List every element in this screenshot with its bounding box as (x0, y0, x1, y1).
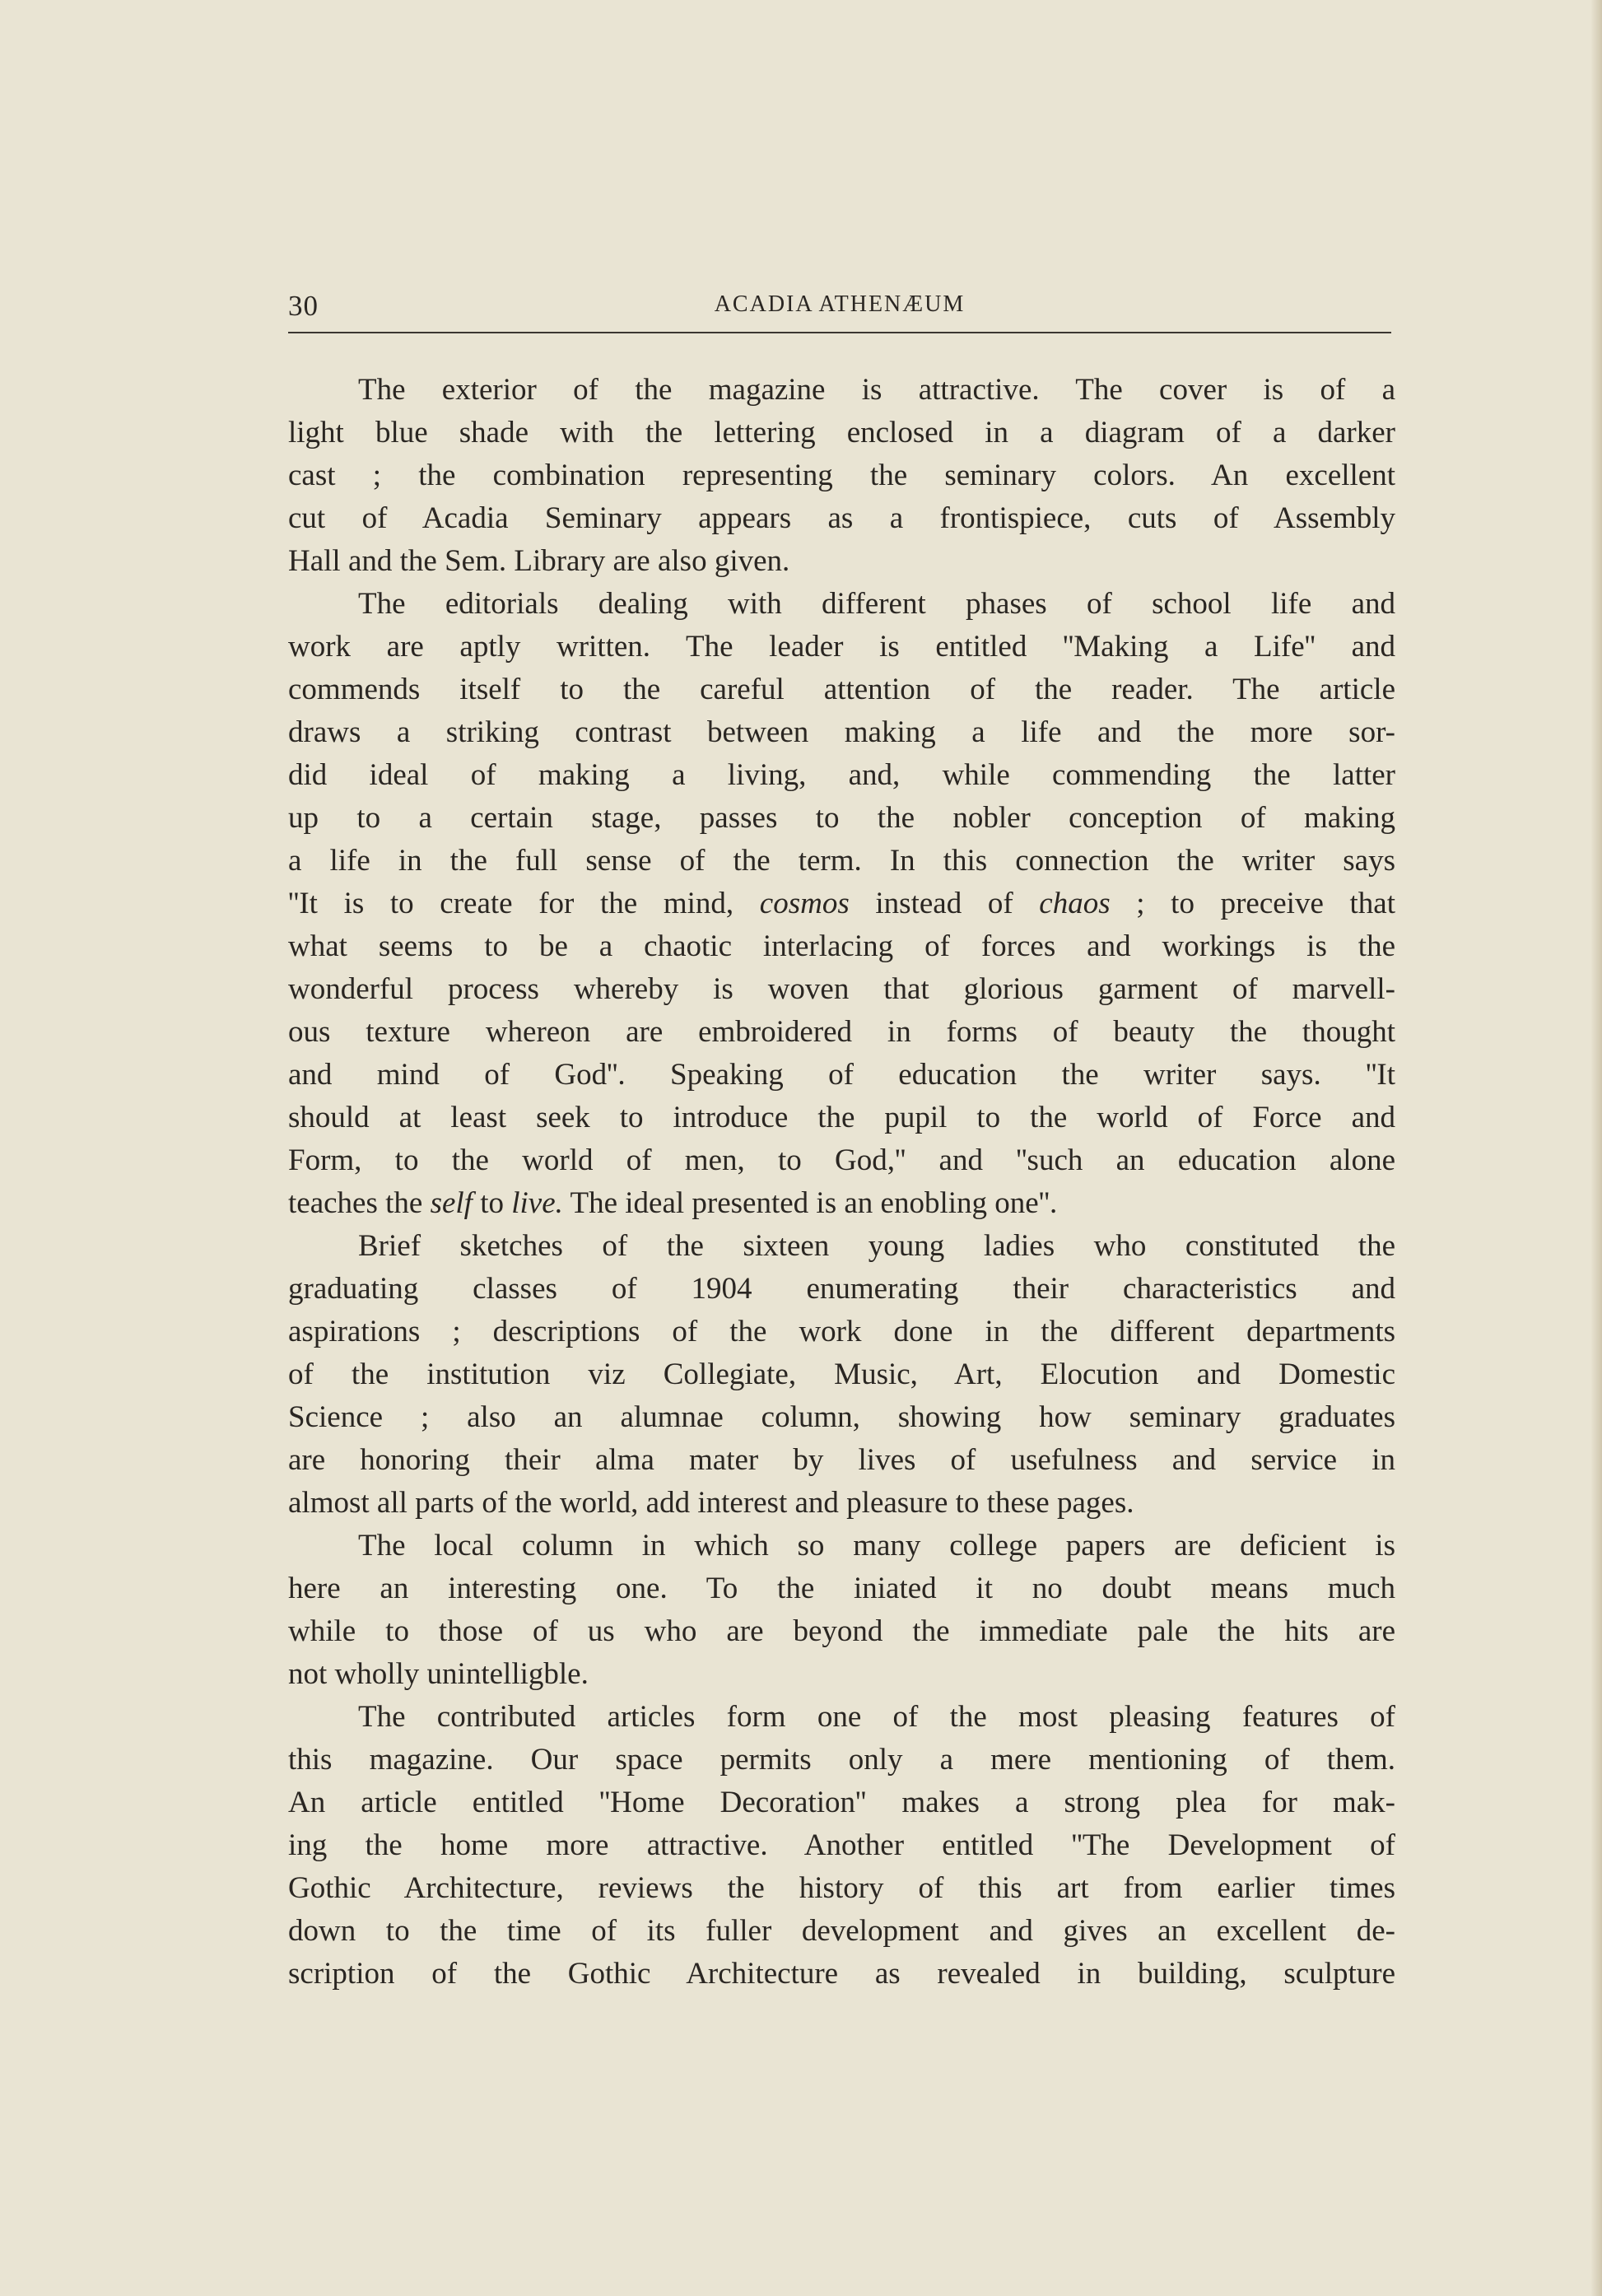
text-line: ing the home more attractive. Another entitled ''The Development of (288, 1828, 1395, 1862)
italic-word-self: self (430, 1186, 473, 1220)
text-line: almost all parts of the world, add interest and pleasure to these pages. (288, 1486, 1134, 1520)
text-line: aspirations ; descriptions of the work done in the different departments (288, 1315, 1395, 1348)
text-line: did ideal of making a living, and, while commending the latter (288, 758, 1395, 792)
text-line: while to those of us who are beyond the immediate pale the hits are (288, 1614, 1395, 1648)
text-line: cut of Acadia Seminary appears as a frontispiece, cuts of Assembly (288, 501, 1395, 535)
italic-word-cosmos: cosmos (759, 887, 850, 920)
text-line-self (288, 1182, 1395, 1225)
text-line: work are aptly written. The leader is entitled ''Making a Life'' and (288, 630, 1395, 664)
text-line: The editorials dealing with different phases of school life and (358, 587, 1395, 621)
text-line: down to the time of its fuller development and gives an excellent de- (288, 1914, 1395, 1948)
running-head: ACADIA ATHENÆUM (714, 291, 966, 317)
text-line: Brief sketches of the sixteen young ladies who constituted the (358, 1229, 1395, 1263)
text-line: scription of the Gothic Architecture as revealed in building, sculpture (288, 1957, 1395, 1991)
text-line: graduating classes of 1904 enumerating their characteristics and (288, 1272, 1395, 1306)
text-line: draws a striking contrast between making a life and the more sor- (288, 715, 1395, 749)
text-line: this magazine. Our space permits only a mere mentioning of them. (288, 1743, 1395, 1777)
text-line: what seems to be a chaotic interlacing of forces and workings is the (288, 929, 1395, 963)
text-run: to (472, 1186, 512, 1220)
text-line: Gothic Architecture, reviews the history of this art from earlier times (288, 1871, 1395, 1905)
text-run: ; to preceive that (1110, 887, 1396, 920)
text-line: Hall and the Sem. Library are also given. (288, 544, 790, 578)
header-rule (288, 332, 1391, 333)
text-line: An article entitled ''Home Decoration'' makes a strong plea for mak- (288, 1786, 1395, 1819)
text-line: The exterior of the magazine is attractive. The cover is of a (358, 373, 1395, 407)
text-line: not wholly unintelligble. (288, 1657, 589, 1691)
text-line: Science ; also an alumnae column, showing how seminary graduates (288, 1400, 1395, 1434)
text-line: should at least seek to introduce the pupil to the world of Force and (288, 1101, 1395, 1134)
page-edge-shadow (1590, 0, 1602, 2296)
page-number: 30 (288, 290, 319, 322)
text-run: ''It is to create for the mind, (288, 887, 760, 920)
text-line: up to a certain stage, passes to the nobler conception of making (288, 801, 1395, 835)
text-line-cosmos (288, 883, 1395, 925)
text-line: commends itself to the careful attention of the reader. The article (288, 673, 1395, 706)
text-line: cast ; the combination representing the seminary colors. An excellent (288, 459, 1395, 492)
text-line: ous texture whereon are embroidered in forms of beauty the thought (288, 1015, 1395, 1049)
body-text (288, 369, 1395, 1996)
text-line: a life in the full sense of the term. In this connection the writer says (288, 844, 1395, 878)
text-line: wonderful process whereby is woven that glorious garment of marvell- (288, 972, 1395, 1006)
text-line: The contributed articles form one of the most pleasing features of (358, 1700, 1395, 1734)
italic-word-live: live. (511, 1186, 563, 1220)
text-line: Form, to the world of men, to God,'' and ''such an education alone (288, 1143, 1395, 1177)
text-line: and mind of God''. Speaking of education the writer says. ''It (288, 1058, 1395, 1092)
text-line: of the institution viz Collegiate, Music, Art, Elocution and Domestic (288, 1358, 1395, 1391)
text-line: are honoring their alma mater by lives of usefulness and service in (288, 1443, 1395, 1477)
text-run: instead of (849, 887, 1040, 920)
text-run: The ideal presented is an enobling one''. (562, 1186, 1058, 1220)
text-run: teaches the (288, 1186, 431, 1220)
text-line: here an interesting one. To the iniated it no doubt means much (288, 1572, 1395, 1605)
page-header (288, 290, 1391, 331)
italic-word-chaos: chaos (1039, 887, 1111, 920)
text-line: light blue shade with the lettering enclosed in a diagram of a darker (288, 416, 1395, 449)
text-line: The local column in which so many college papers are deficient is (358, 1529, 1395, 1562)
